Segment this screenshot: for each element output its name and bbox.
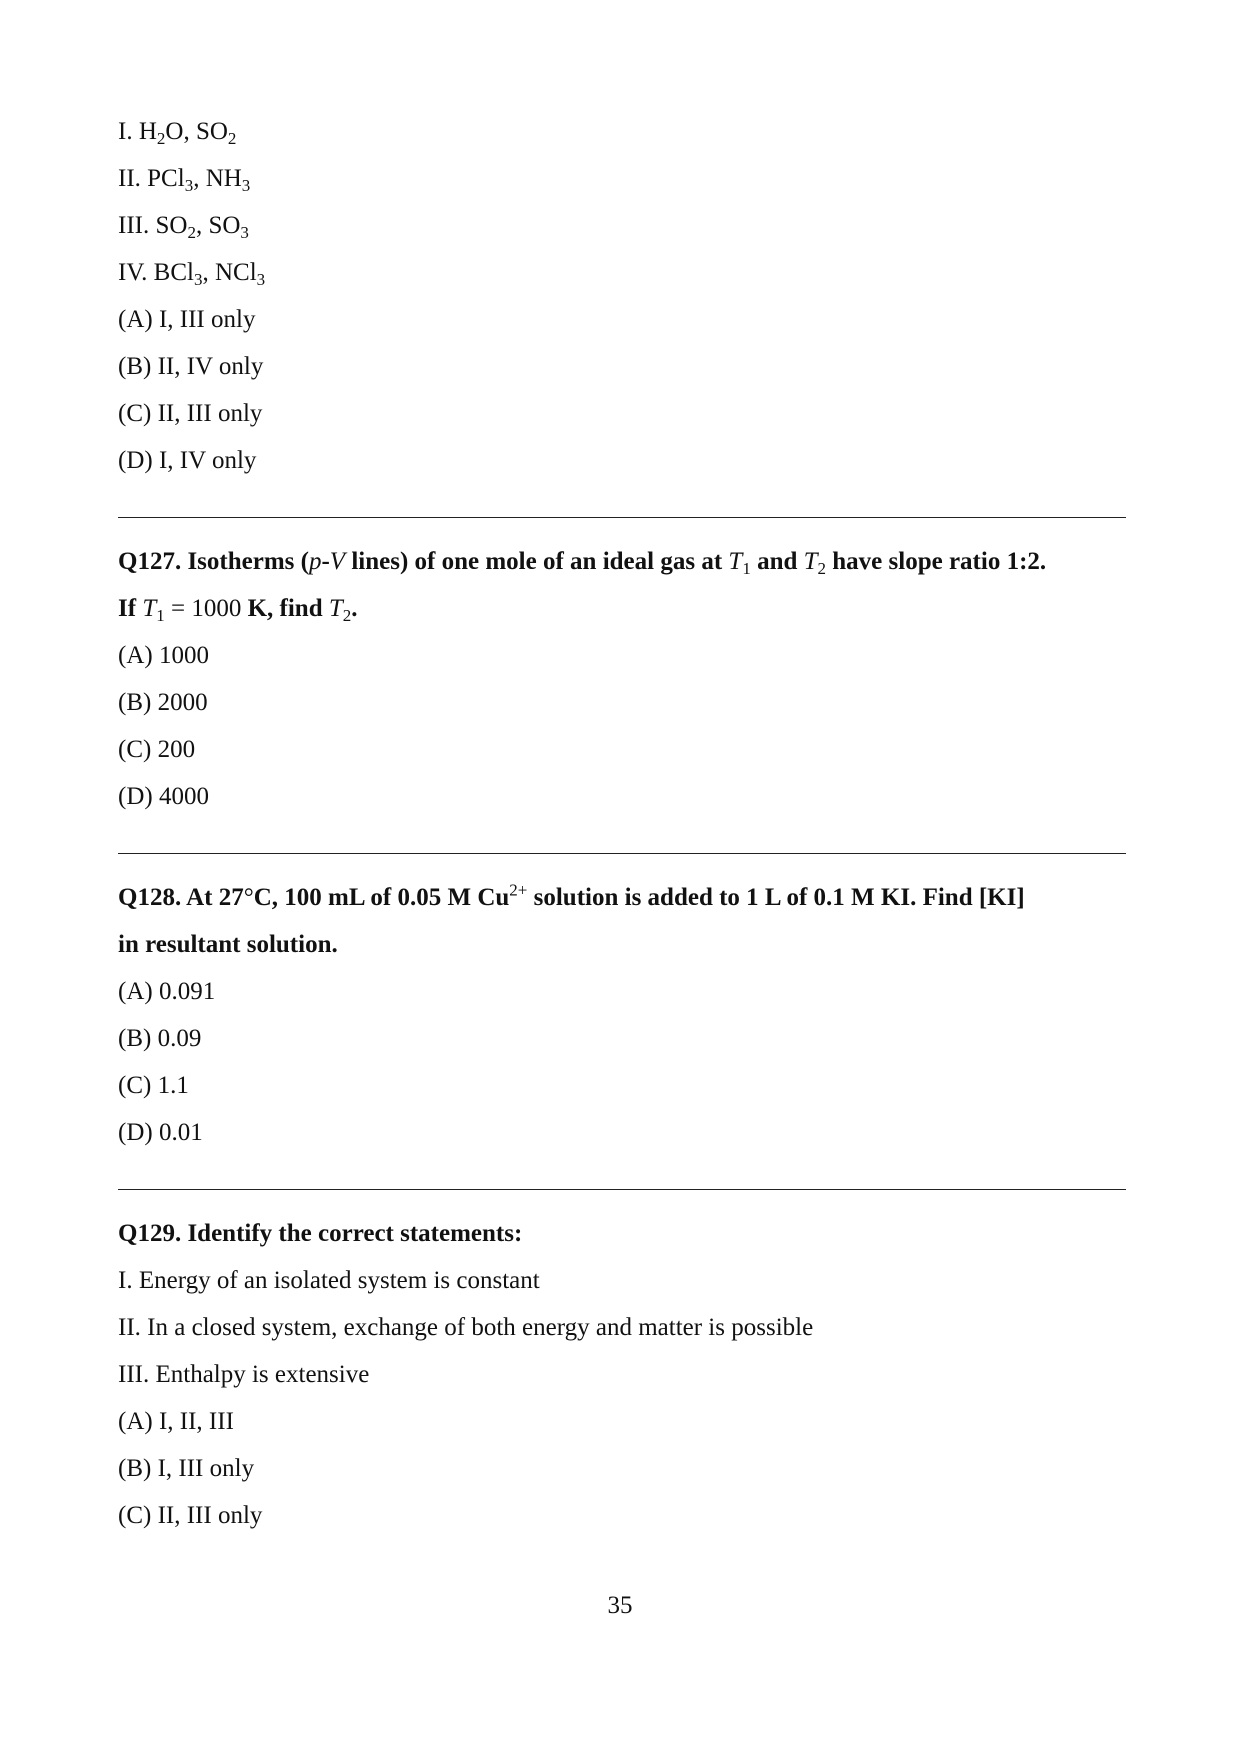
option-a: (A) I, III only bbox=[118, 306, 256, 333]
question-text-line: If $T_1 = 1000$ K, find $T_2$. bbox=[118, 595, 358, 625]
option-d: (D) 4000 bbox=[118, 783, 209, 810]
question-number: Q129. bbox=[118, 1220, 182, 1247]
option-b: (B) II, IV only bbox=[118, 353, 264, 380]
question-number: Q128. bbox=[118, 884, 182, 911]
question-number: Q127. bbox=[118, 548, 182, 575]
statement-item: I. Energy of an isolated system is constant bbox=[118, 1267, 540, 1294]
option-c: (C) II, III only bbox=[118, 400, 263, 427]
top-statements bbox=[118, 108, 1126, 296]
option-d: (D) I, IV only bbox=[118, 447, 257, 474]
option-d: (D) 0.01 bbox=[118, 1119, 203, 1146]
option-a: (A) 1000 bbox=[118, 642, 209, 669]
question-text-line: Q128. At 27°C, 100 mL of 0.05 M $Cu^{2+}$ solution is added to 1 L of 0.1 M KI. Find [KI] bbox=[118, 880, 1025, 911]
question-page bbox=[118, 108, 1126, 1539]
option-b: (B) 0.09 bbox=[118, 1025, 202, 1052]
option-a: (A) I, II, III bbox=[118, 1408, 234, 1435]
option-b: (B) I, III only bbox=[118, 1455, 255, 1482]
statement-item: II. In a closed system, exchange of both energy and matter is possible bbox=[118, 1314, 814, 1341]
statement-item: IV. BCl$_3$, NCl$_3$ bbox=[118, 259, 266, 289]
option-c: (C) II, III only bbox=[118, 1502, 263, 1529]
statement-item: III. Enthalpy is extensive bbox=[118, 1361, 370, 1388]
option-b: (B) 2000 bbox=[118, 689, 208, 716]
question-text-line: Q127. Isotherms (p-V lines) of one mole of an ideal gas at $T_1$ and $T_2$ have slope ratio 1:2. bbox=[118, 548, 1047, 578]
page-number: 35 bbox=[607, 1592, 633, 1619]
top-options bbox=[118, 296, 1126, 484]
statement-item: III. $SO_2$, $SO_3$ bbox=[118, 212, 249, 242]
option-c: (C) 1.1 bbox=[118, 1072, 189, 1099]
statement-item: I. $H_2O$, $SO_2$ bbox=[118, 118, 237, 148]
question-128 bbox=[118, 874, 1126, 1156]
option-a: (A) 0.091 bbox=[118, 978, 216, 1005]
question-text-line: in resultant solution. bbox=[118, 931, 338, 958]
option-c: (C) 200 bbox=[118, 736, 196, 763]
question-127 bbox=[118, 538, 1126, 820]
statement-item: II. PCl$_3$, $NH_3$ bbox=[118, 165, 251, 195]
question-129 bbox=[118, 1210, 1126, 1539]
question-text-line: Q129. Identify the correct statements: bbox=[118, 1220, 523, 1247]
